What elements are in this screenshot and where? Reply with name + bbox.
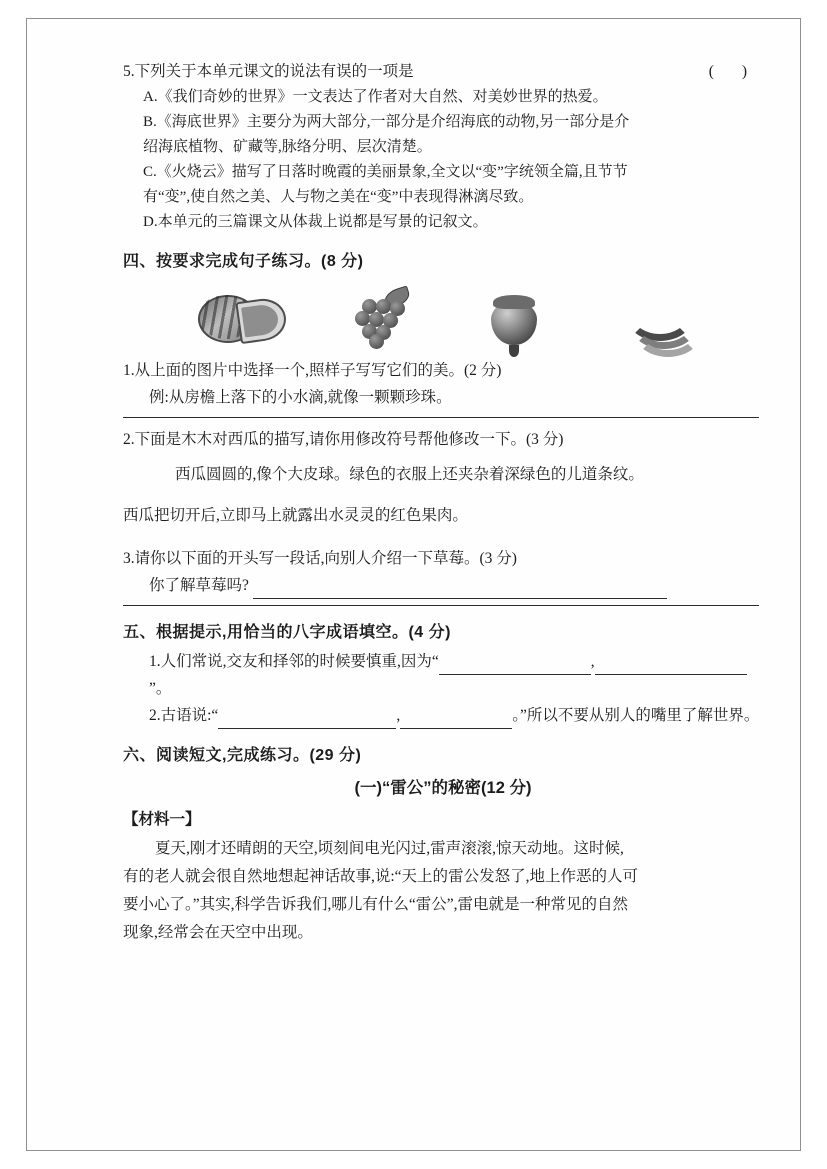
page-border [26,18,801,1151]
answer-blank-q3[interactable] [253,581,667,599]
answer-blank-5-1b[interactable] [595,657,747,675]
section-four-q3-starter: 你了解草莓吗? [149,577,249,594]
section-five-q1-prefix: 1.人们常说,交友和择邻的时候要慎重,因为“ [149,653,439,670]
answer-blank-5-1a[interactable] [439,657,591,675]
reading-sub-title: (一)“雷公”的秘密(12 分) [354,779,532,797]
option-d[interactable]: D.本单元的三篇课文从体裁上说都是写景的记叙文。 [143,214,488,230]
question-5-answer-brackets[interactable]: ( ) [708,63,759,80]
answer-blank-5-2a[interactable] [218,711,396,729]
section-five-q1 [149,648,763,702]
section-four-q2: 2.下面是木木对西瓜的描写,请你用修改符号帮他修改一下。(3 分) [123,431,564,448]
fruit-image-row [173,285,723,347]
answer-line-1[interactable] [123,417,759,418]
answer-line-2[interactable] [123,605,759,606]
material-one-para-1: 夏天,刚才还晴朗的天空,顷刻间电光闪过,雷声滚滚,惊天动地。这时候, [155,840,624,857]
section-five-heading: 五、根据提示,用恰当的八字成语填空。(4 分) [123,624,451,641]
section-five-q2 [149,702,763,729]
question-5-text: 5.下列关于本单元课文的说法有误的一项是 [123,63,414,80]
option-c[interactable]: C.《火烧云》描写了日落时晚霞的美丽景象,全文以“变”字统领全篇,且节节 [143,164,628,180]
section-four-q2-line2: 西瓜把切开后,立即马上就露出水灵灵的红色果肉。 [123,507,468,524]
option-b-cont: 绍海底植物、矿藏等,脉络分明、层次清楚。 [143,139,432,155]
material-one-para-2: 有的老人就会很自然地想起神话故事,说:“天上的雷公发怒了,地上作恶的人可 [123,868,638,885]
section-four-heading: 四、按要求完成句子练习。(8 分) [123,253,364,270]
watermelon-image [194,287,289,347]
section-five-q1-suffix: ”。 [149,680,172,697]
section-four-q1: 1.从上面的图片中选择一个,照样子写写它们的美。(2 分) [123,362,502,379]
question-5-stem [123,59,763,85]
page-content [123,59,763,947]
bananas-image [607,287,702,347]
section-four-q3: 3.请你以下面的开头写一段话,向别人介绍一下草莓。(3 分) [123,550,517,567]
section-four-q3-starter-row [149,572,763,599]
section-five-q1-mid: , [590,653,595,670]
section-six-heading: 六、阅读短文,完成练习。(29 分) [123,747,362,764]
grapes-image [332,287,427,347]
section-five-q2-suffix: 。”所以不要从别人的嘴里了解世界。 [512,707,760,724]
option-b[interactable]: B.《海底世界》主要分为两大部分,一部分是介绍海底的动物,另一部分是介 [143,114,630,130]
material-one-para-4: 现象,经常会在天空中出现。 [123,924,313,941]
material-one-para-3: 要小心了。”其实,科学告诉我们,哪儿有什么“雷公”,雷电就是一种常见的自然 [123,896,629,913]
material-one-label: 【材料一】 [123,811,201,828]
answer-blank-5-2b[interactable] [400,711,512,729]
section-five-q2-mid: , [396,707,401,724]
option-a[interactable]: A.《我们奇妙的世界》一文表达了作者对大自然、对美妙世界的热爱。 [143,89,608,105]
option-c-cont: 有“变”,使自然之美、人与物之美在“变”中表现得淋漓尽致。 [143,189,534,205]
section-four-q2-line1: 西瓜圆圆的,像个大皮球。绿色的衣服上还夹杂着深绿色的儿道条纹。 [175,466,644,483]
section-four-q1-example: 例:从房檐上落下的小水滴,就像一颗颗珍珠。 [149,389,452,406]
strawberry-image [469,287,564,347]
section-five-q2-prefix: 2.古语说:“ [149,707,219,724]
